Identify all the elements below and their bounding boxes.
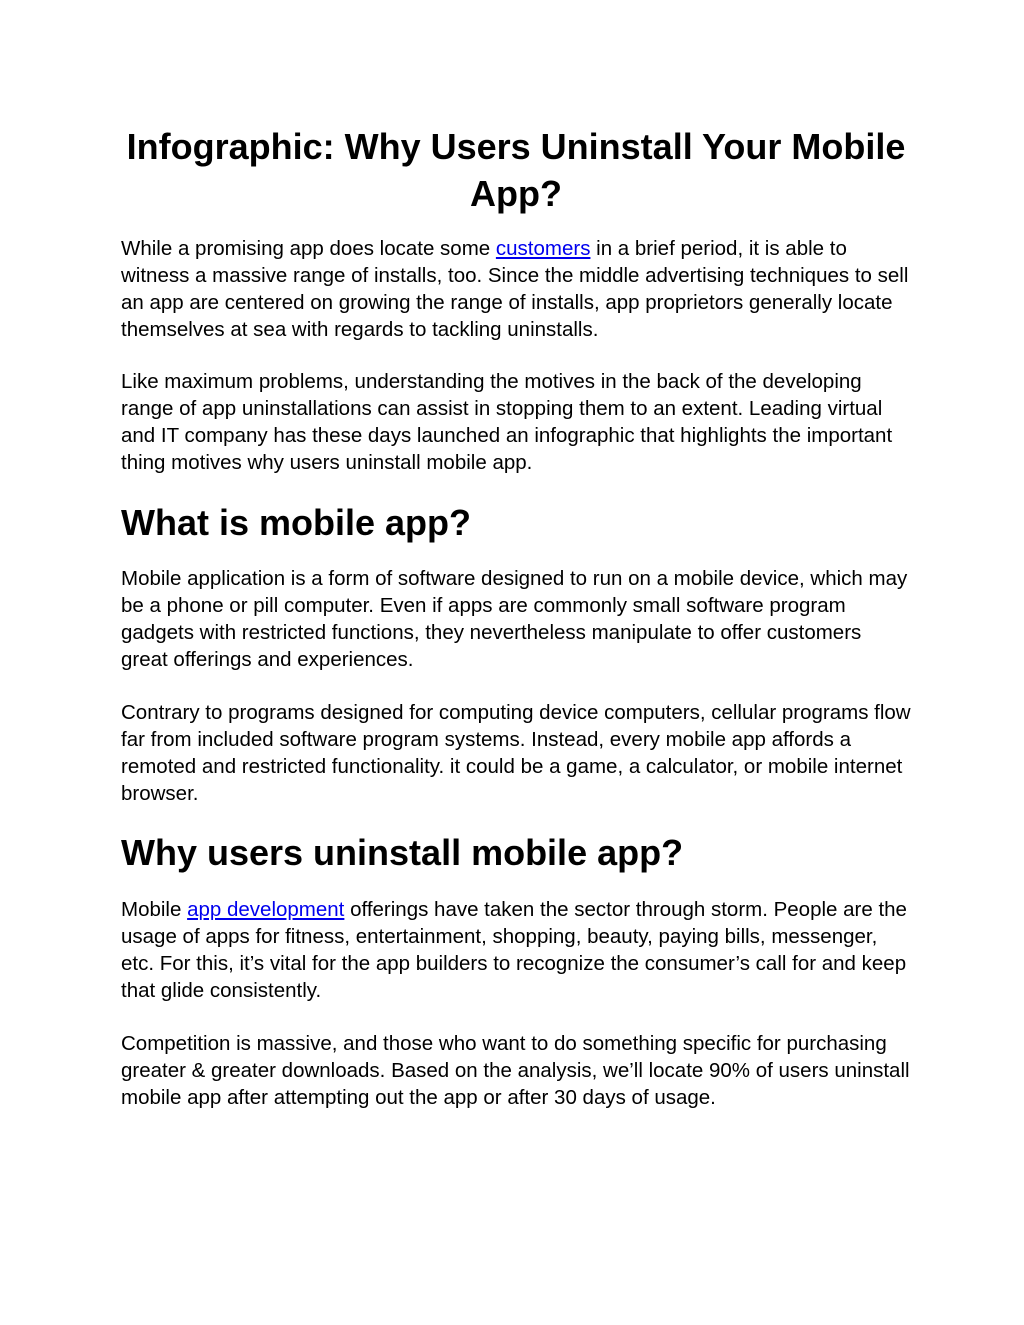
document-title: Infographic: Why Users Uninstall Your Mobile App? <box>126 126 906 214</box>
development-text-before-link: Mobile <box>121 898 188 921</box>
motives-paragraph: Like maximum problems, understanding the motives in the back of the developing range of app uninstallations can assist in stopping them to an extent. Leading virtual and IT company has these days launched an infographic that highlights the important thing motives why users uninstall mobile app. <box>121 370 893 474</box>
intro-paragraph <box>121 235 911 343</box>
intro-text-before-link: While a promising app does locate some <box>121 237 496 260</box>
document-page <box>121 0 911 1111</box>
contrast-paragraph: Contrary to programs designed for computing device computers, cellular programs flow far from included software program systems. Instead, every mobile app affords a remoted and restricted functionality. it could be a game, a calculator, or mobile internet browser. <box>121 701 911 805</box>
app-development-link[interactable]: app development <box>187 898 345 921</box>
definition-paragraph: Mobile application is a form of software designed to run on a mobile device, which may be a phone or pill computer. Even if apps are commonly small software program gadgets with restricted functions, they nevertheless manipulate to offer customers great offerings and experiences. <box>121 567 908 671</box>
intro-text-after-link: in a brief period, it is able to witness a massive range of installs, too. Since the middle advertising techniques to sell an app are centered on growing the range of installs, app proprietors generally locate themselves at sea with regards to tackling uninstalls. <box>121 237 909 341</box>
competition-paragraph: Competition is massive, and those who want to do something specific for purchasing greater & greater downloads. Based on the analysis, we’ll locate 90% of users uninstall mobile app after attempting out the app or after 30 days of usage. <box>121 1032 910 1109</box>
section-heading-why-uninstall: Why users uninstall mobile app? <box>121 832 684 873</box>
development-paragraph <box>121 896 911 1004</box>
development-text-after-link: offerings have taken the sector through storm. People are the usage of apps for fitness, entertainment, shopping, beauty, paying bills, messenger, etc. For this, it’s vital for the app builders to recognize the consumer’s call for and keep that glide consistently. <box>121 898 907 1002</box>
customers-link[interactable]: customers <box>495 237 591 260</box>
section-heading-what-is-mobile-app: What is mobile app? <box>121 502 472 543</box>
